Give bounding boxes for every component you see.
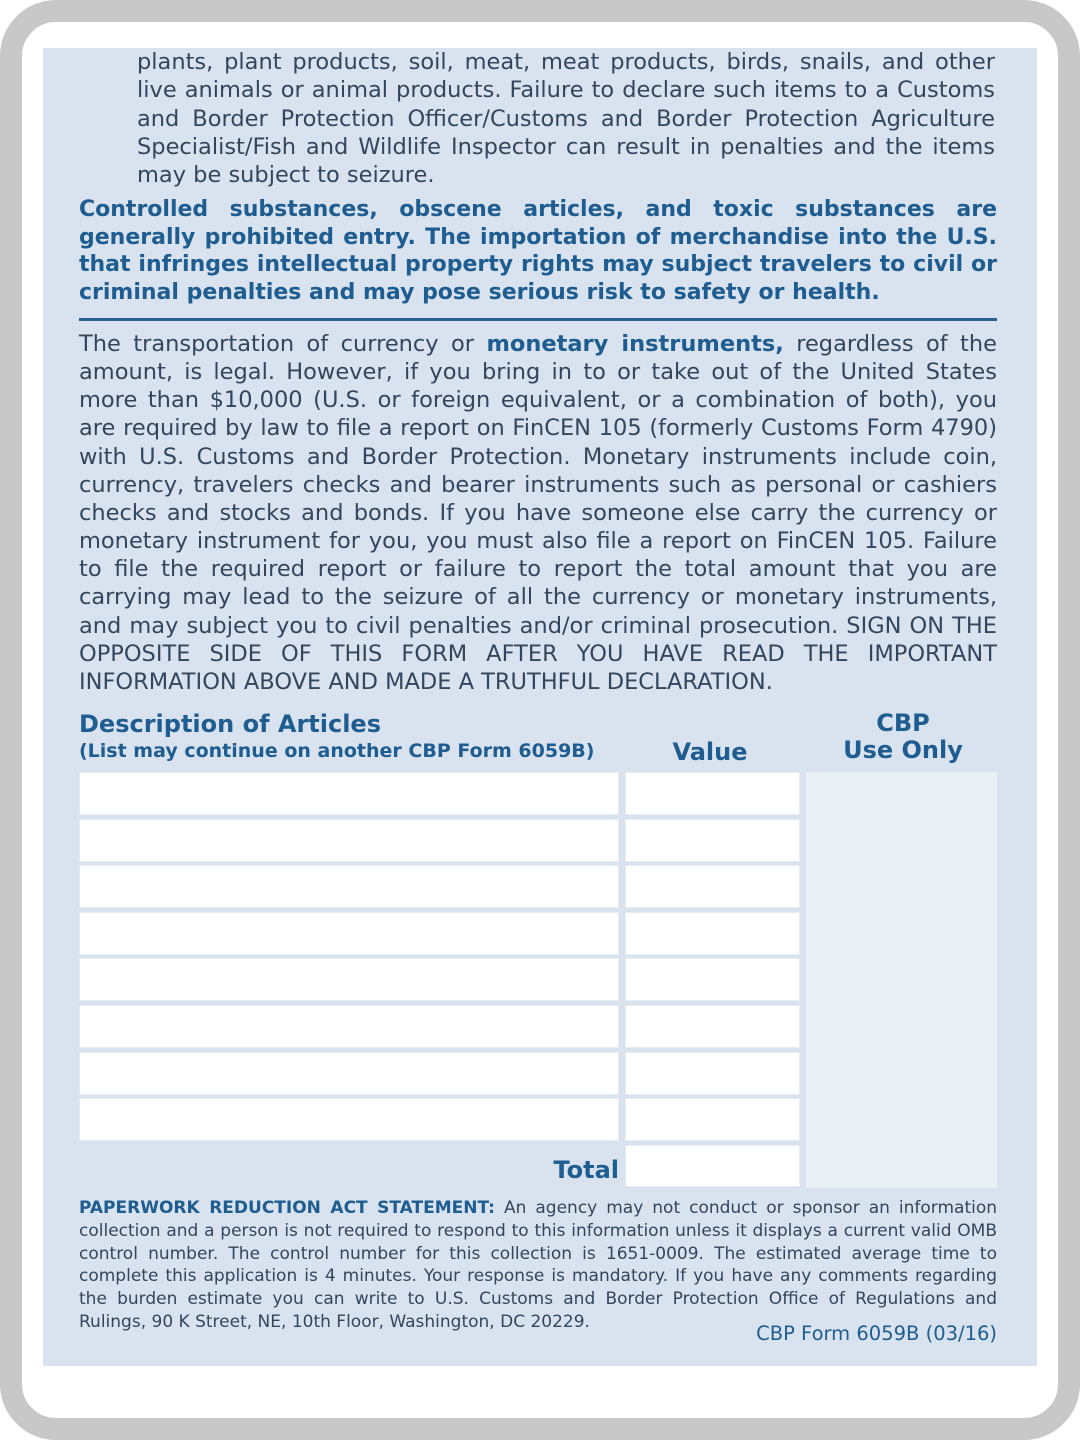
article-description-field[interactable] xyxy=(79,958,619,1001)
total-label: Total xyxy=(553,1156,619,1184)
total-value-field[interactable] xyxy=(625,1145,800,1187)
paperwork-heading: PAPERWORK REDUCTION ACT STATEMENT: xyxy=(79,1198,495,1218)
paperwork-statement xyxy=(79,1197,997,1334)
currency-text-start: The transportation of currency or xyxy=(79,331,487,357)
article-value-field[interactable] xyxy=(625,772,800,815)
article-description-field[interactable] xyxy=(79,1098,619,1141)
article-description-field[interactable] xyxy=(79,1005,619,1048)
agriculture-info-paragraph: plants, plant products, soil, meat, meat products, birds, snails, and other live animals or animal products. Failure to declare such items to a Customs and Border Protection Officer/Customs and Border Protection Agriculture Specialist/Fish and Wildlife Inspector can result in penalties and the items may be subject to seizure. xyxy=(137,49,995,189)
description-header: Description of Articles xyxy=(79,710,381,738)
article-value-field[interactable] xyxy=(625,1052,800,1095)
description-subheader: (List may continue on another CBP Form 6059B) xyxy=(79,740,595,762)
article-description-field[interactable] xyxy=(79,772,619,815)
cbp-header-line2: Use Only xyxy=(843,736,963,764)
article-value-field[interactable] xyxy=(625,1098,800,1141)
cbp-header-line1: CBP xyxy=(876,709,930,737)
currency-text-rest: regardless of the amount, is legal. However, if you bring in to or take out of the United States more than $10,000 (U.S. or foreign equivalent, or a combination of both), you are required by law to file a report on FinCEN 105 (formerly Customs Form 4790) with U.S. Customs and Border Protection. Monetary instruments include coin, currency, travelers checks and bearer instruments such as personal or cashiers checks and stocks and bonds. If you have someone else carry the currency or monetary instrument for you, you must also file a report on FinCEN 105. Failure to file the required report or failure to report the total amount that you are carrying may lead to the seizure of all the currency or monetary instruments, and may subject you to civil penalties and/or criminal prosecution. SIGN ON THE OPPOSITE SIDE OF THIS FORM AFTER YOU HAVE READ THE IMPORTANT INFORMATION ABOVE AND MADE A TRUTHFUL DECLARATION. xyxy=(79,331,997,695)
cbp-use-only-header xyxy=(808,710,998,764)
prohibited-items-paragraph: Controlled substances, obscene articles, and toxic substances are generally prohibited entry. The importation of merchandise into the U.S. that infringes intellectual property rights may subject travelers to civil or criminal penalties and may pose serious risk to safety or health. xyxy=(79,197,997,305)
cbp-use-only-box xyxy=(806,772,997,1188)
paperwork-text: An agency may not conduct or sponsor an information collection and a person is not required to respond to this information unless it displays a current valid OMB control number. The control number for this collection is 1651-0009. The estimated average time to complete this application is 4 minutes. Your response is mandatory. If you have any comments regarding the burden estimate you can write to U.S. Customs and Border Protection Office of Regulations and Rulings, 90 K Street, NE, 10th Floor, Washington, DC 20229. xyxy=(79,1198,998,1332)
section-divider xyxy=(79,318,997,321)
article-description-field[interactable] xyxy=(79,865,619,908)
article-value-field[interactable] xyxy=(625,912,800,955)
article-description-field[interactable] xyxy=(79,912,619,955)
article-description-field[interactable] xyxy=(79,819,619,862)
article-value-field[interactable] xyxy=(625,958,800,1001)
article-value-field[interactable] xyxy=(625,1005,800,1048)
customs-form-page xyxy=(43,48,1037,1366)
article-description-field[interactable] xyxy=(79,1052,619,1095)
monetary-instruments-term: monetary instruments, xyxy=(486,331,784,357)
value-header: Value xyxy=(672,738,748,766)
article-value-field[interactable] xyxy=(625,819,800,862)
currency-paragraph xyxy=(79,330,997,696)
form-id: CBP Form 6059B (03/16) xyxy=(756,1322,997,1345)
article-value-field[interactable] xyxy=(625,865,800,908)
